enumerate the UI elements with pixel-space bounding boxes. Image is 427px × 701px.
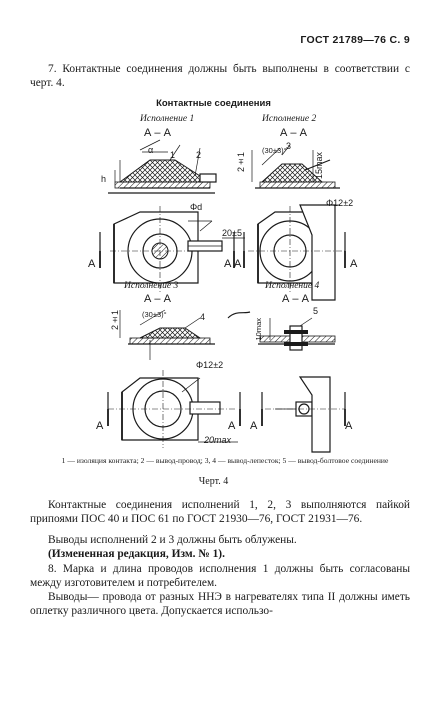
- dim-d12-v2: Φ12±2: [326, 198, 354, 208]
- dim-h: h: [101, 174, 107, 184]
- amendment-note: (Измененная редакция, Изм. № 1).: [48, 548, 225, 560]
- section-label-v2: А – А: [280, 127, 307, 139]
- arrow-a-label: А: [228, 420, 236, 432]
- arrow-a-label: А: [250, 420, 258, 432]
- variant3-label: Исполнение 3: [124, 281, 179, 291]
- dim-h21-v2: 2±1: [236, 152, 246, 173]
- callout-5: 5: [313, 306, 319, 316]
- page-header: ГОСТ 21789—76 С. 9: [300, 34, 410, 46]
- figure-legend: 1 — изоляция контакта; 2 — вывод-провод; 3, 4 — вывод-лепесток; 5 — вывод-болтовое соединение: [61, 456, 389, 465]
- figure-title: Контактные соединения: [156, 98, 271, 109]
- section-label-v3: А – А: [144, 293, 171, 305]
- arrow-a-label: А: [234, 258, 242, 270]
- paragraph-wires: Выводы— провода от разных ННЭ в нагревателях типа II должны иметь оплетку различного цвета. Допускается использо-: [30, 591, 410, 617]
- paragraph-8: 8. Марка и длина проводов исполнения 1 должны быть согласованы между изготовителем и потребителем.: [30, 563, 410, 589]
- figure-caption: Черт. 4: [198, 476, 229, 487]
- section-label-v1: А – А: [144, 127, 171, 139]
- dim-d12-v3: Φ12±2: [196, 360, 224, 370]
- section-label-v4: А – А: [282, 293, 309, 305]
- variant1-section: [108, 140, 216, 193]
- arrow-a-label: А: [350, 258, 358, 270]
- variant1-plan: [100, 206, 245, 292]
- variant1-label: Исполнение 1: [140, 114, 195, 124]
- variant4-label: Исполнение 4: [265, 281, 320, 291]
- dim-alpha: α: [148, 145, 154, 155]
- variant4-section: [258, 318, 335, 350]
- dim-h21-v3: 2±1: [110, 310, 120, 331]
- variant3-section: [120, 310, 250, 360]
- dim-angle-v2: (30±3)°: [262, 146, 287, 155]
- callout-3: 3: [286, 141, 292, 151]
- dim-h15: 15max: [314, 152, 324, 180]
- variant4-plan: [262, 377, 345, 452]
- arrow-a-label: А: [345, 420, 353, 432]
- paragraph-7: 7. Контактные соединения должны быть выполнены в соответствии с черт. 4.: [30, 63, 410, 89]
- arrow-a-label: А: [96, 420, 104, 432]
- paragraph-tinned: Выводы исполнений 2 и 3 должны быть облужены.: [48, 534, 297, 546]
- dim-h10: 10max: [254, 318, 263, 341]
- callout-4: 4: [200, 312, 206, 322]
- dim-d: Φd: [190, 202, 203, 212]
- dim-len20max: 20max: [204, 435, 232, 445]
- dim-angle-v3: (30±3)°: [142, 310, 167, 319]
- callout-2: 2: [196, 150, 202, 160]
- variant2-label: Исполнение 2: [262, 114, 317, 124]
- arrow-a-label: А: [224, 258, 232, 270]
- callout-1: 1: [170, 150, 176, 160]
- dim-len20: 20±5: [222, 228, 242, 238]
- arrow-a-label: А: [88, 258, 96, 270]
- paragraph-contacts: Контактные соединения исполнений 1, 2, 3 выполняются пайкой припоями ПОС 40 и ПОС 61 по ГОСТ 21930—76, ГОСТ 21931—76.: [30, 499, 410, 525]
